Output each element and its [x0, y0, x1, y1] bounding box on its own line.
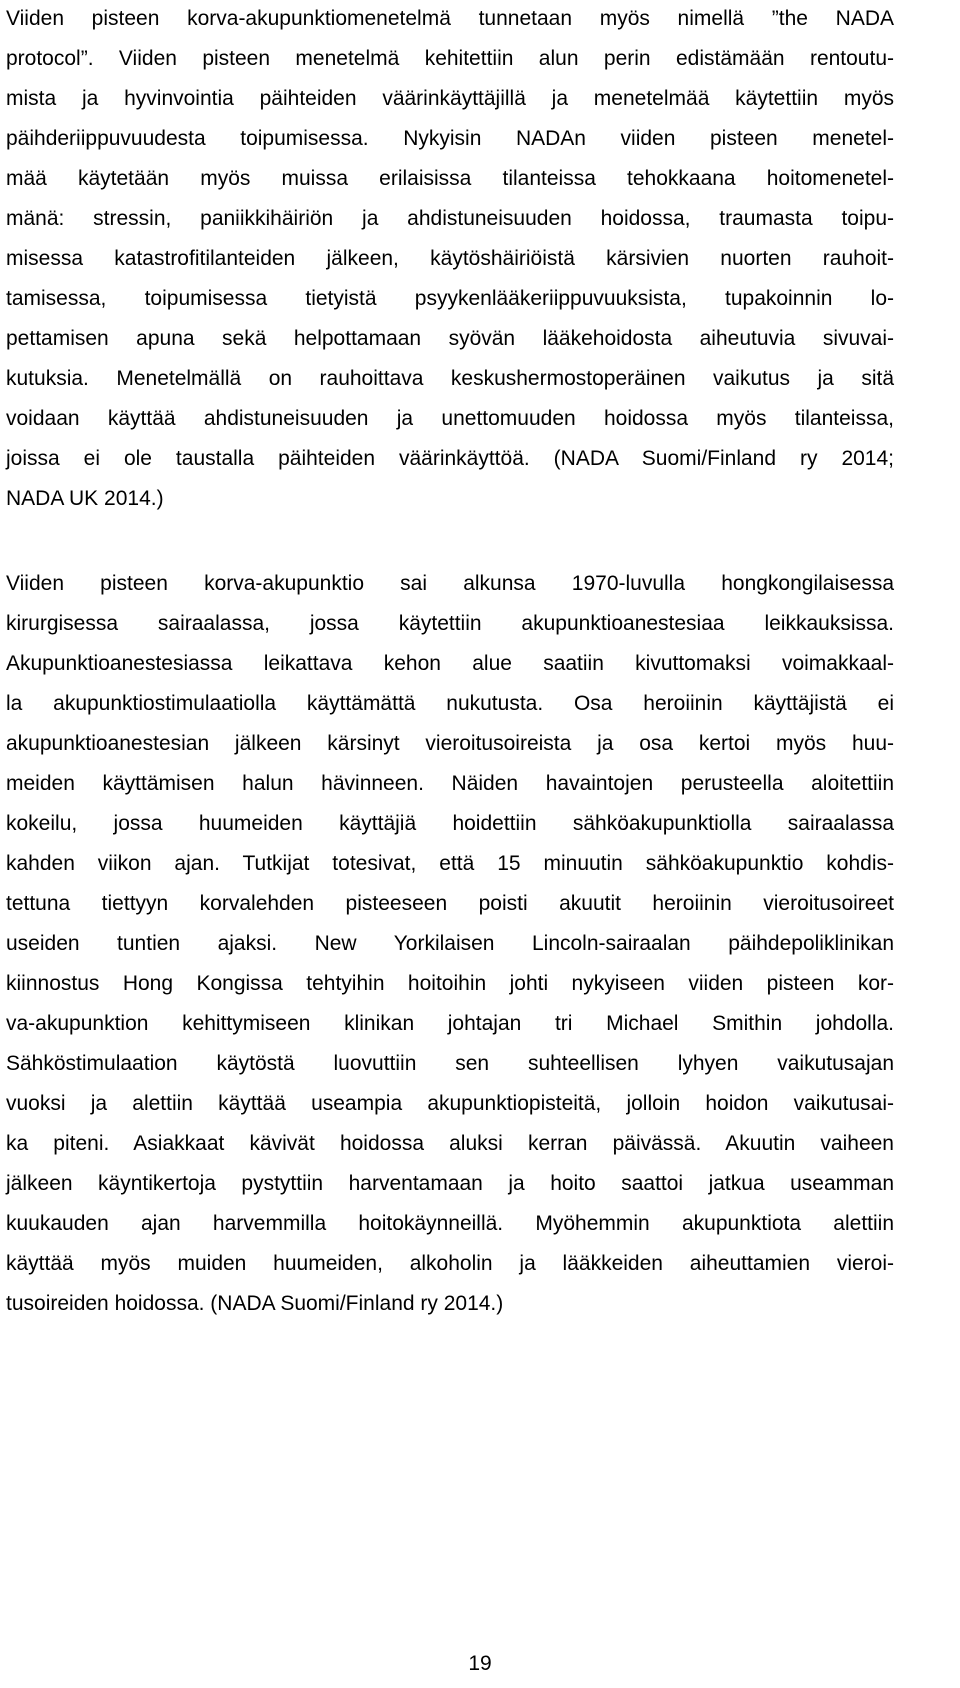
text-line: vuoksi ja alettiin käyttää useampia akupunktiopisteitä, jolloin hoidon vaikutusai-: [6, 1092, 894, 1115]
text-line: Viiden pisteen korva-akupunktiomenetelmä tunnetaan myös nimellä ”the NADA: [6, 7, 894, 30]
text-line: va-akupunktion kehittymiseen klinikan johtajan tri Michael Smithin johdolla.: [6, 1012, 894, 1035]
text-line: tettuna tiettyyn korvalehden pisteeseen poisti akuutit heroiinin vieroitusoireet: [6, 892, 894, 915]
text-line: kahden viikon ajan. Tutkijat totesivat, että 15 minuutin sähköakupunktio kohdis-: [6, 852, 894, 875]
text-line: la akupunktiostimulaatiolla käyttämättä nukutusta. Osa heroiinin käyttäjistä ei: [6, 692, 894, 715]
text-line: tamisessa, toipumisessa tietyistä psyykenlääkeriippuvuuksista, tupakoinnin lo-: [6, 287, 894, 310]
text-line: protocol”. Viiden pisteen menetelmä kehitettiin alun perin edistämään rentoutu-: [6, 47, 894, 70]
text-line: NADA UK 2014.): [6, 487, 164, 510]
text-line: mänä: stressin, paniikkihäiriön ja ahdistuneisuuden hoidossa, traumasta toipu-: [6, 207, 894, 230]
text-line: joissa ei ole taustalla päihteiden väärinkäyttöä. (NADA Suomi/Finland ry 2014;: [6, 447, 894, 470]
text-line: jälkeen käyntikertoja pystyttiin harventamaan ja hoito saattoi jatkua useamman: [6, 1172, 894, 1195]
text-line: Akupunktioanestesiassa leikattava kehon alue saatiin kivuttomaksi voimakkaal-: [6, 652, 894, 675]
text-line: päihderiippuvuudesta toipumisessa. Nykyisin NADAn viiden pisteen menetel-: [6, 127, 894, 150]
text-line: misessa katastrofitilanteiden jälkeen, käytöshäiriöistä kärsivien nuorten rauhoit-: [6, 247, 894, 270]
text-line: kokeilu, jossa huumeiden käyttäjiä hoidettiin sähköakupunktiolla sairaalassa: [6, 812, 894, 835]
text-line: voidaan käyttää ahdistuneisuuden ja unettomuuden hoidossa myös tilanteissa,: [6, 407, 894, 430]
text-line: Sähköstimulaation käytöstä luovuttiin sen suhteellisen lyhyen vaikutusajan: [6, 1052, 894, 1075]
text-line: akupunktioanestesian jälkeen kärsinyt vieroitusoireista ja osa kertoi myös huu-: [6, 732, 894, 755]
text-line: Viiden pisteen korva-akupunktio sai alkunsa 1970-luvulla hongkongilaisessa: [6, 572, 894, 595]
text-line: mista ja hyvinvointia päihteiden väärinkäyttäjillä ja menetelmää käytettiin myös: [6, 87, 894, 110]
page-number: 19: [468, 1652, 492, 1675]
text-line: kirurgisessa sairaalassa, jossa käytettiin akupunktioanestesiaa leikkauksissa.: [6, 612, 894, 635]
text-line: meiden käyttämisen halun hävinneen. Näiden havaintojen perusteella aloitettiin: [6, 772, 894, 795]
text-line: tusoireiden hoidossa. (NADA Suomi/Finland ry 2014.): [6, 1292, 504, 1315]
text-line: kiinnostus Hong Kongissa tehtyihin hoitoihin johti nykyiseen viiden pisteen kor-: [6, 972, 894, 995]
text-line: pettamisen apuna sekä helpottamaan syövän lääkehoidosta aiheutuvia sivuvai-: [6, 327, 894, 350]
text-line: mää käytetään myös muissa erilaisissa tilanteissa tehokkaana hoitomenetel-: [6, 167, 894, 190]
text-line: useiden tuntien ajaksi. New Yorkilaisen Lincoln-sairaalan päihdepoliklinikan: [6, 932, 894, 955]
text-line: kuukauden ajan harvemmilla hoitokäynneillä. Myöhemmin akupunktiota alettiin: [6, 1212, 894, 1235]
text-line: kutuksia. Menetelmällä on rauhoittava keskushermostoperäinen vaikutus ja sitä: [6, 367, 894, 390]
text-line: käyttää myös muiden huumeiden, alkoholin ja lääkkeiden aiheuttamien vieroi-: [6, 1252, 894, 1275]
text-line: ka piteni. Asiakkaat kävivät hoidossa aluksi kerran päivässä. Akuutin vaiheen: [6, 1132, 894, 1155]
